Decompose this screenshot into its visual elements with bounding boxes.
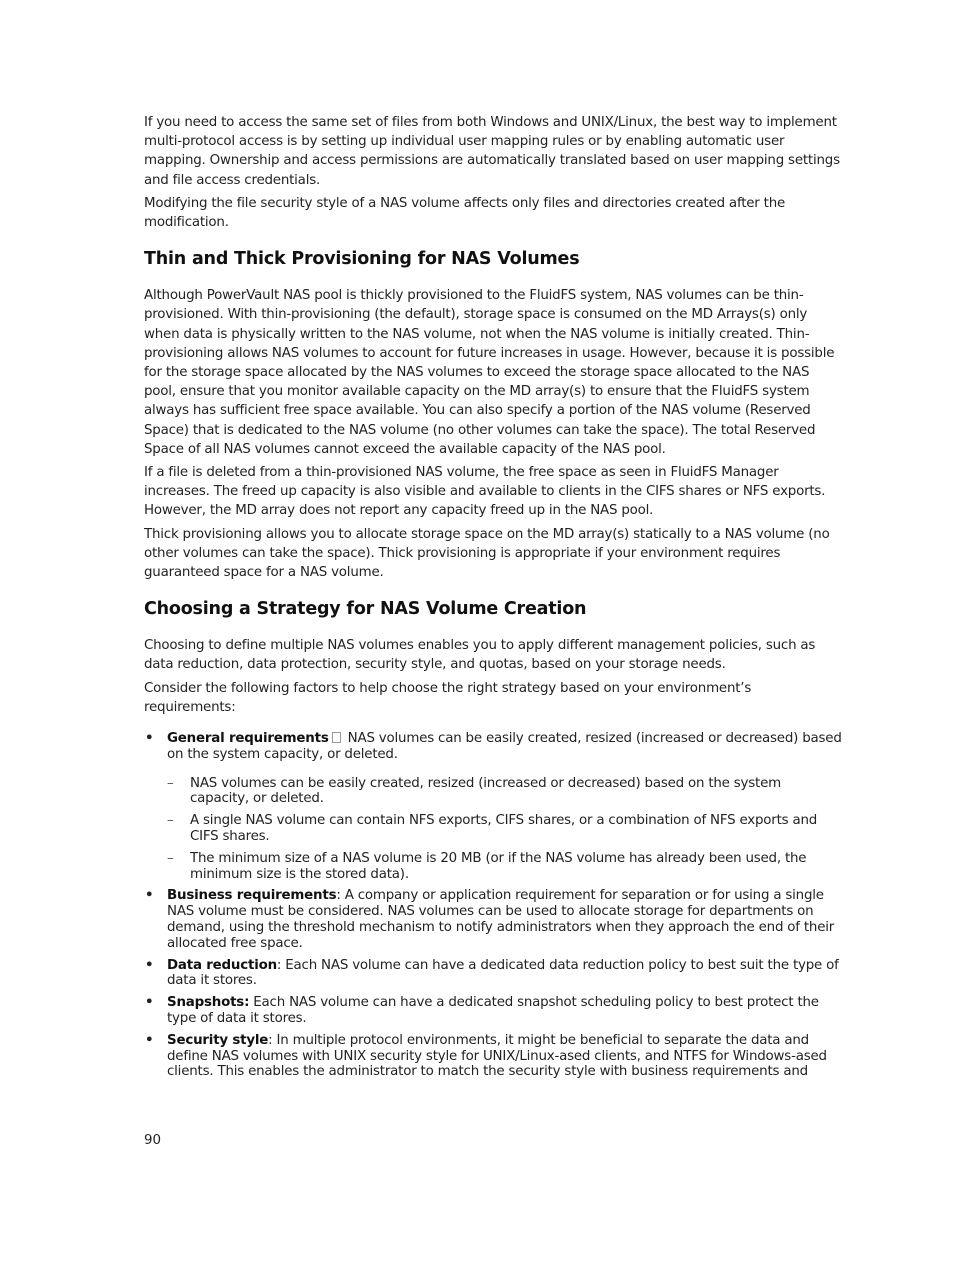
intro-paragraph-2: Modifying the file security style of a NAS volume affects only files and directories created after the modification. (144, 195, 786, 231)
list-item-snapshots (144, 995, 844, 1027)
general-requirements-sublist (167, 776, 844, 883)
dash-icon: – (167, 775, 174, 791)
term-data-reduction: Data reduction (167, 957, 277, 973)
term-business-requirements: Business requirements (167, 888, 337, 904)
page-number: 90 (144, 1133, 162, 1148)
general-requirements-text: NAS volumes can be easily created, resized (increased or decreased) based on the system capacity, or deleted. (167, 731, 842, 762)
thin-provisioning-paragraph: Although PowerVault NAS pool is thickly provisioned to the FluidFS system, NAS volumes can be thin-provisioned. With thin-provisioning (the default), storage space is consumed on the MD Arrays(s) only when data is physically written to the NAS volume, not when the NAS volume is initially created. Thin-provisioning allows NAS volumes to account for future increases in usage. However, because it is possible for the storage space allocated by the NAS volumes to exceed the storage space allocated to the NAS pool, ensure that you monitor available capacity on the MD array(s) to ensure that the FluidFS system always has sufficient free space available. You can also specify a portion of the NAS volume (Reserved Space) that is dedicated to the NAS volume (no other volumes can take the space). The total Reserved Space of all NAS volumes cannot exceed the available capacity of the NAS pool. (144, 288, 835, 457)
business-requirements-text: : A company or application requirement for separation or for using a single NAS volume must be considered. NAS volumes can be used to allocate storage for departments on demand, using the threshold mechanism to notify administrators when they approach the end of their allocated free space. (167, 888, 835, 951)
list-item-security-style (144, 1033, 844, 1080)
document-page (144, 113, 844, 1080)
snapshots-text: Each NAS volume can have a dedicated snapshot scheduling policy to best protect the type of data it stores. (167, 995, 819, 1027)
data-reduction-text: : Each NAS volume can have a dedicated data reduction policy to best suit the type of data it stores. (167, 957, 839, 989)
bullet-icon: • (145, 995, 154, 1011)
sub-list-item (167, 851, 844, 883)
sub-list-item (167, 776, 844, 808)
term-snapshots: Snapshots: (167, 995, 250, 1011)
strategy-factors-list (144, 731, 844, 1080)
missing-glyph-icon (332, 732, 341, 743)
list-item-data-reduction (144, 958, 844, 990)
deleted-file-paragraph: If a file is deleted from a thin-provisioned NAS volume, the free space as seen in FluidFS Manager increases. The freed up capacity is also visible and available to clients in the CIFS shares or NFS exports. However, the MD array does not report any capacity freed up in the NAS pool. (144, 465, 826, 519)
dash-icon: – (167, 850, 174, 866)
strategy-intro-paragraph: Choosing to define multiple NAS volumes enables you to apply different management policies, such as data reduction, data protection, security style, and quotas, based on your storage needs. (144, 638, 816, 673)
list-item-business-requirements (144, 888, 844, 951)
sub-item-text: The minimum size of a NAS volume is 20 MB (or if the NAS volume has already been used, the minimum size is the stored data). (190, 850, 807, 882)
dash-icon: – (167, 813, 174, 829)
bullet-icon: • (145, 888, 154, 904)
heading-thin-thick-provisioning: Thin and Thick Provisioning for NAS Volumes (144, 249, 580, 270)
bullet-icon: • (145, 1032, 154, 1048)
heading-choosing-strategy: Choosing a Strategy for NAS Volume Creation (144, 599, 587, 620)
term-security-style: Security style (167, 1032, 269, 1048)
thick-provisioning-paragraph: Thick provisioning allows you to allocate storage space on the MD array(s) statically to a NAS volume (no other volumes can take the space). Thick provisioning is appropriate if your environment requires guaranteed space for a NAS volume. (144, 526, 830, 581)
security-style-text: : In multiple protocol environments, it might be beneficial to separate the data and define NAS volumes with UNIX security style for UNIX/Linux-ased clients, and NTFS for Windows-ased clients. This enables the administrator to match the security style with business requirements and (167, 1032, 827, 1080)
sub-item-text: NAS volumes can be easily created, resized (increased or decreased) based on the system capacity, or deleted. (190, 775, 781, 807)
strategy-consider-paragraph: Consider the following factors to help choose the right strategy based on your environment’s requirements: (144, 680, 752, 715)
term-general-requirements: General requirements (167, 731, 329, 747)
bullet-icon: • (145, 731, 154, 747)
sub-item-text: A single NAS volume can contain NFS exports, CIFS shares, or a combination of NFS exports and CIFS shares. (190, 813, 818, 845)
sub-list-item (167, 813, 844, 845)
intro-paragraph-1: If you need to access the same set of files from both Windows and UNIX/Linux, the best way to implement multi-protocol access is by setting up individual user mapping rules or by enabling automatic user mapping. Ownership and access permissions are automatically translated based on user mapping settings and file access credentials. (144, 115, 840, 188)
list-item-general-requirements (144, 731, 844, 882)
bullet-icon: • (145, 957, 154, 973)
